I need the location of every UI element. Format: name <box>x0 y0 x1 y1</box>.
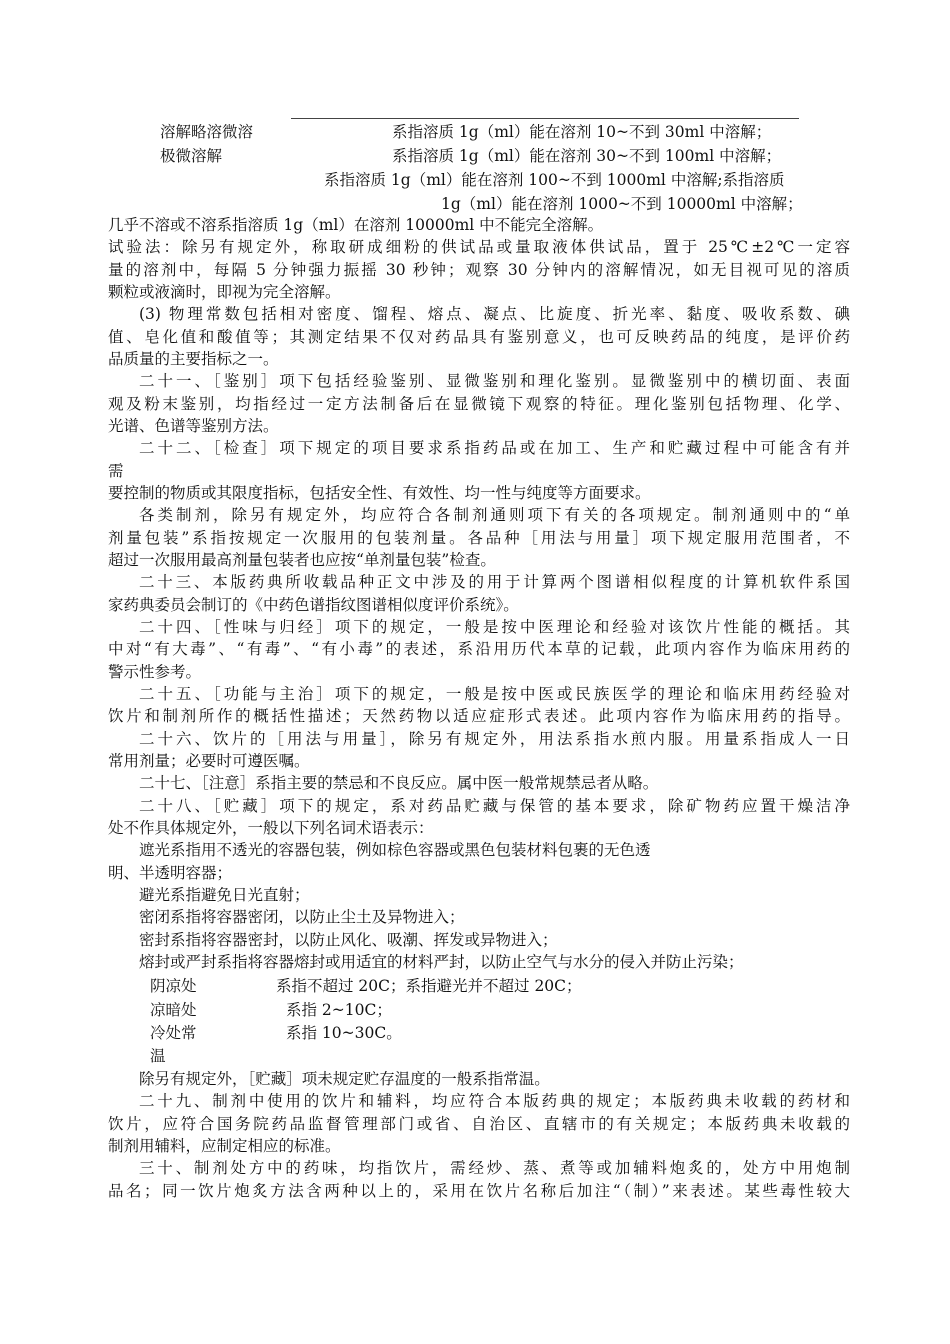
solubility-term-2: 极微溶解 <box>160 147 223 165</box>
storage-term-3: 冷处常 <box>150 1024 197 1042</box>
body-line: 密封系指将容器密封，以防止风化、吸潮、挥发或异物进入； <box>139 931 558 949</box>
body-line: 二十一、［鉴别］项下包括经验鉴别、显微鉴别和理化鉴别。显微鉴别中的横切面、表面 <box>139 372 850 390</box>
body-line: 饮片，应符合国务院药品监督管理部门或省、自治区、直辖市的有关规定；本版药典未收载的 <box>108 1115 850 1133</box>
storage-term-1: 阴凉处 <box>150 977 197 995</box>
body-line: 光谱、色谱等鉴别方法。 <box>108 417 279 435</box>
body-line: 明、半透明容器； <box>108 864 233 882</box>
body-line: 家药典委员会制订的《中药色谱指纹图谱相似度评价系统》。 <box>108 596 519 614</box>
body-line: 制剂用辅料，应制定相应的标准。 <box>108 1137 341 1155</box>
body-line: 密闭系指将容器密闭，以防止尘土及异物进入； <box>139 908 465 926</box>
body-line: 警示性参考。 <box>108 663 202 681</box>
storage-term-4: 温 <box>150 1047 166 1065</box>
body-line: 二十五、［功能与主治］项下的规定，一般是按中医或民族医学的理论和临床用药经验对 <box>139 685 850 703</box>
storage-desc-3: 系指 10~30C。 <box>286 1024 402 1042</box>
body-line: 品质量的主要指标之一。 <box>108 350 279 368</box>
storage-desc-2: 系指 2~10C； <box>286 1001 392 1019</box>
body-line: 二十三、本版药典所收载品种正文中涉及的用于计算两个图谱相似程度的计算机软件系国 <box>139 573 850 591</box>
solubility-desc-4: 1g（ml）能在溶剂 1000~不到 10000ml 中溶解； <box>441 195 803 213</box>
body-line: 处不作具体规定外，一般以下列名词术语表示： <box>108 819 434 837</box>
body-line: 二十七、［注意］系指主要的禁忌和不良反应。属中医一般常规禁忌者从略。 <box>139 774 659 792</box>
body-line: 各类制剂，除另有规定外，均应符合各制剂通则项下有关的各项规定。制剂通则中的“单 <box>139 506 850 524</box>
body-line: 超过一次服用最高剂量包装者也应按“单剂量包装”检查。 <box>108 551 496 569</box>
body-line: 饮片和制剂所作的概括性描述；天然药物以适应症形式表述。此项内容作为临床用药的指导。 <box>108 707 850 725</box>
solubility-term-1: 溶解略溶微溶 <box>160 123 254 141</box>
body-line: 除另有规定外，［贮藏］项未规定贮存温度的一般系指常温。 <box>139 1070 550 1088</box>
header-rule <box>291 118 799 119</box>
body-line: 二十八、［贮藏］项下的规定，系对药品贮藏与保管的基本要求，除矿物药应置干燥洁净 <box>139 797 850 815</box>
storage-term-2: 凉暗处 <box>150 1001 197 1019</box>
body-line: (3) 物理常数包括相对密度、馏程、熔点、凝点、比旋度、折光率、黏度、吸收系数、碘 <box>139 305 850 323</box>
body-line: 品名；同一饮片炮炙方法含两种以上的，采用在饮片名称后加注“（制）”来表述。某些毒性较大 <box>108 1182 850 1200</box>
body-line: 需 <box>108 462 124 480</box>
storage-desc-1: 系指不超过 20C；系指避光并不超过 20C； <box>276 977 582 995</box>
body-line: 颗粒或液滴时，即视为完全溶解。 <box>108 283 341 301</box>
body-line: 剂量包装”系指按规定一次服用的包装剂量。各品种［用法与用量］项下规定服用范围者，不 <box>108 529 850 547</box>
body-line: 熔封或严封系指将容器熔封或用适宜的材料严封，以防止空气与水分的侵入并防止污染； <box>139 953 744 971</box>
solubility-desc-3: 系指溶质 1g（ml）能在溶剂 100~不到 1000ml 中溶解;系指溶质 <box>324 171 785 189</box>
body-line: 值、皂化值和酸值等；其测定结果不仅对药品具有鉴别意义，也可反映药品的纯度，是评价药 <box>108 328 850 346</box>
body-line: 常用剂量；必要时可遵医嘱。 <box>108 752 310 770</box>
solubility-desc-1: 系指溶质 1g（ml）能在溶剂 10~不到 30ml 中溶解； <box>392 123 772 141</box>
body-line: 二十九、制剂中使用的饮片和辅料，均应符合本版药典的规定；本版药典未收载的药材和 <box>139 1092 850 1110</box>
solubility-desc-2: 系指溶质 1g（ml）能在溶剂 30~不到 100ml 中溶解； <box>392 147 782 165</box>
body-line: 要控制的物质或其限度指标，包括安全性、有效性、均一性与纯度等方面要求。 <box>108 484 651 502</box>
body-line: 三十、制剂处方中的药味，均指饮片，需经炒、蒸、煮等或加辅料炮炙的，处方中用炮制 <box>139 1159 850 1177</box>
body-line: 观及粉末鉴别，均指经过一定方法制备后在显微镜下观察的特征。理化鉴别包括物理、化学、 <box>108 395 850 413</box>
body-line: 量的溶剂中，每隔 5 分钟强力振摇 30 秒钟；观察 30 分钟内的溶解情况，如无目视可见的溶质 <box>108 261 850 279</box>
body-line: 二十六、饮片的［用法与用量］，除另有规定外，用法系指水煎内服。用量系指成人一日 <box>139 730 850 748</box>
body-line: 几乎不溶或不溶系指溶质 1g（ml）在溶剂 10000ml 中不能完全溶解。 <box>108 216 604 234</box>
body-line: 二十四、［性味与归经］项下的规定，一般是按中医理论和经验对该饮片性能的概括。其 <box>139 618 850 636</box>
body-line: 遮光系指用不透光的容器包装，例如棕色容器或黑色包装材料包裹的无色透 <box>139 841 651 859</box>
body-line: 二十二、［检查］项下规定的项目要求系指药品或在加工、生产和贮藏过程中可能含有并 <box>139 439 850 457</box>
body-line: 避光系指避免日光直射； <box>139 886 310 904</box>
body-line: 试验法：除另有规定外，称取研成细粉的供试品或量取液体供试品，置于 25℃±2℃一定容 <box>108 238 850 256</box>
body-line: 中对“有大毒”、“有毒”、“有小毒”的表述，系沿用历代本草的记载，此项内容作为临床用药的 <box>108 640 850 658</box>
